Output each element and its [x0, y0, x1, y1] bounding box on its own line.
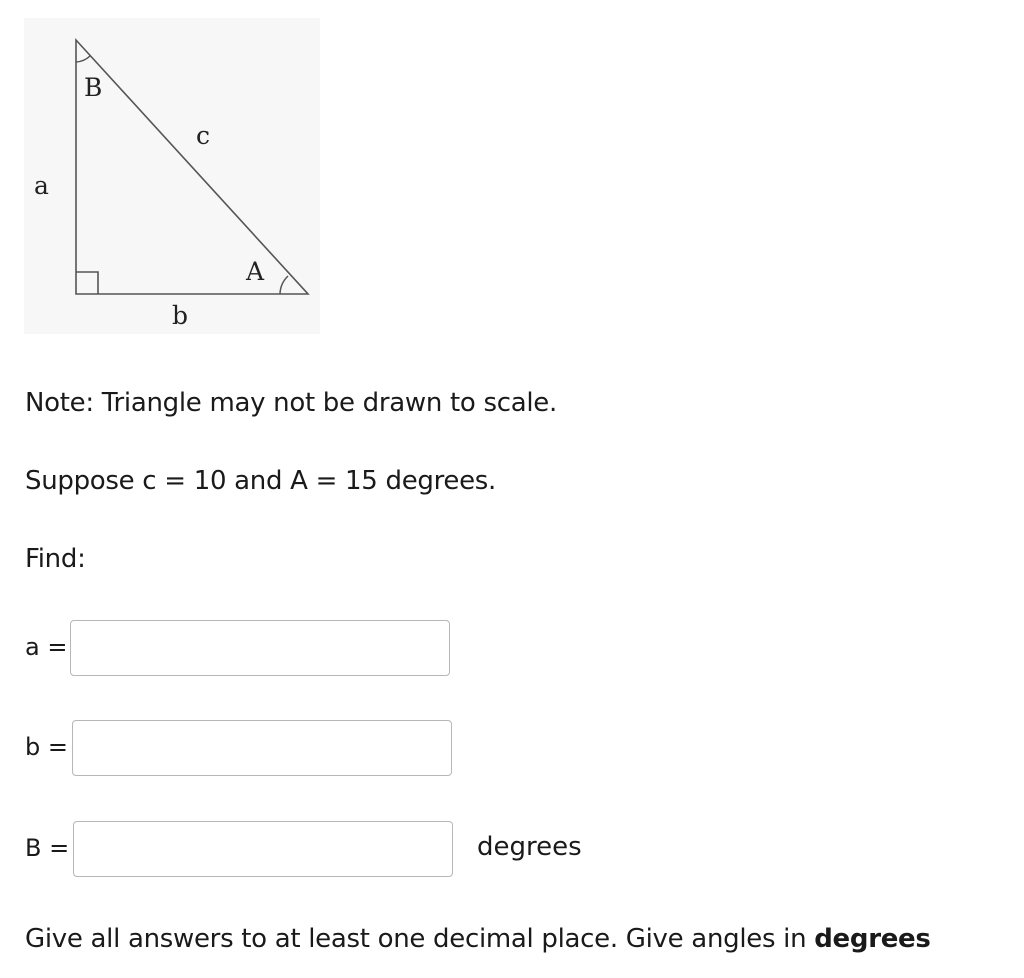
answer-input-angle-b[interactable]	[73, 821, 453, 877]
triangle-figure	[24, 18, 320, 334]
instructions-text: Give all answers to at least one decimal place. Give angles in	[25, 924, 815, 954]
triangle-outline	[76, 40, 308, 294]
answer-label-a: a =	[25, 633, 68, 661]
triangle-diagram	[24, 18, 320, 334]
answer-input-b[interactable]	[72, 720, 452, 776]
label-angle-b: B	[84, 73, 103, 102]
label-angle-a: A	[246, 257, 265, 286]
find-heading: Find:	[25, 544, 86, 574]
angle-a-arc	[280, 276, 288, 294]
answer-label-b: b =	[25, 733, 68, 761]
instructions-emphasis: degrees	[814, 924, 931, 954]
angle-b-arc	[76, 56, 90, 62]
answer-input-a[interactable]	[70, 620, 450, 676]
answer-unit-degrees: degrees	[477, 832, 582, 862]
label-side-b: b	[172, 301, 189, 330]
given-values: Suppose c = 10 and A = 15 degrees.	[25, 466, 497, 496]
right-angle-marker	[76, 272, 98, 294]
answer-label-angle-b: B =	[25, 834, 70, 862]
instructions	[25, 926, 931, 952]
label-side-c: c	[196, 121, 211, 150]
scale-note: Note: Triangle may not be drawn to scale.	[25, 388, 557, 418]
label-side-a: a	[34, 171, 49, 200]
